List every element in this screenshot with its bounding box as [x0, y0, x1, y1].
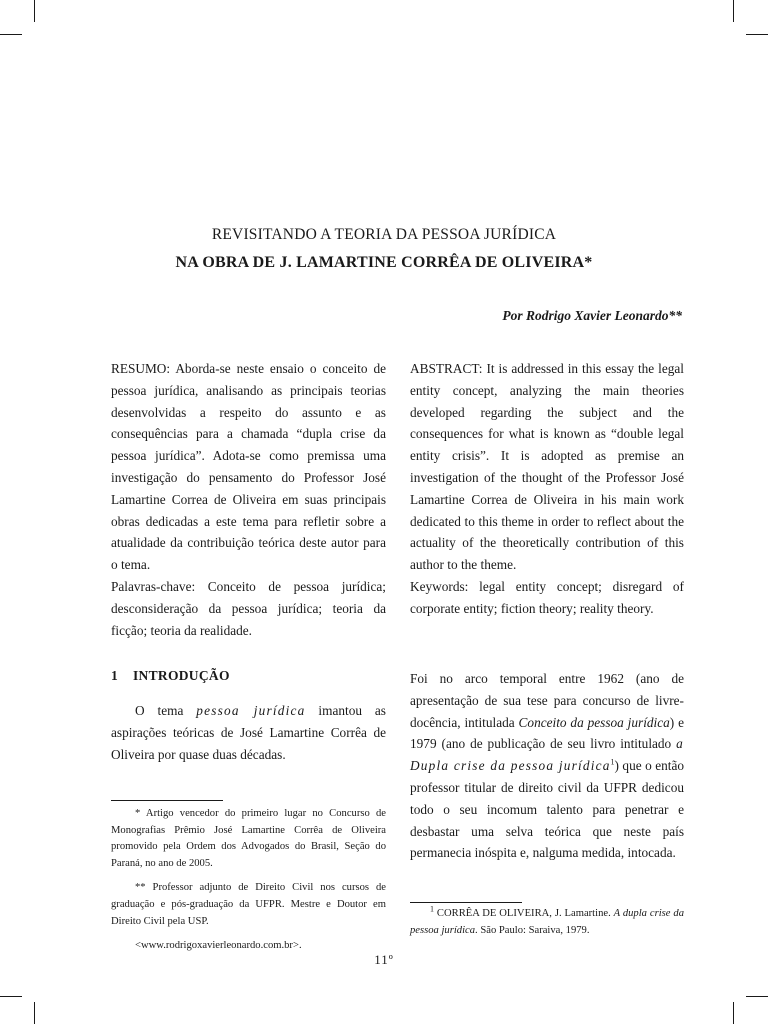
intro-paragraph-right: [410, 668, 684, 864]
footnote-publisher: . São Paulo: Saraiva, 1979.: [475, 924, 590, 936]
footnote-rule: [111, 800, 223, 801]
intro-text: O tema: [135, 703, 197, 718]
keywords-text: legal entity concept; disregard of corporate entity; fiction theory; reality theory.: [410, 578, 684, 616]
keywords-label: Keywords:: [410, 578, 469, 594]
book-title-1: Conceito da pessoa jurídica: [518, 714, 670, 730]
resumo-label: RESUMO:: [111, 361, 171, 376]
author-website-link[interactable]: <www.rodrigoxavierleonardo.com.br>.: [135, 940, 302, 952]
palavras-chave-text: Conceito de pessoa jurídica; desconsideração da pessoa jurídica; teoria da ficção; teoria da realidade.: [111, 578, 386, 638]
page-number: 11º: [374, 952, 394, 967]
paper-title-line-2: NA OBRA DE J. LAMARTINE CORRÊA DE OLIVEIRA*: [175, 254, 593, 271]
paper-title-line-1: REVISITANDO A TEORIA DA PESSOA JURÍDICA: [211, 226, 557, 243]
book-title-2: a Dupla crise da pessoa jurídica: [410, 736, 684, 774]
footnote-citation: CORRÊA DE OLIVEIRA, J. Lamartine.: [434, 908, 614, 919]
crop-mark: [0, 996, 22, 997]
crop-mark: [0, 34, 22, 35]
crop-mark: [34, 0, 35, 22]
abstract-text: It is addressed in this essay the legal entity concept, analyzing the main theories developed regarding the subject and the consequences for what is known as “double legal entity crisis”. It is adopted as premise an investigation of the thought of the Professor José Lamartine Correa de Oliveira in his main work dedicated to this theme in order to reflect about the actuality of the theoretically contribution of this author to the theme.: [410, 361, 684, 573]
footnote-author: ** Professor adjunto de Direito Civil nos cursos de graduação e pós-graduação da UFPR. Mestre e Doutor em Direito Civil pela USP.: [111, 882, 386, 927]
crop-mark: [34, 1002, 35, 1024]
crop-mark: [733, 0, 734, 22]
resumo-block: [111, 358, 386, 641]
body-text: Foi no arco temporal entre 1962 (ano de apresentação de sua tese para concurso de livre-docência, intitulada: [410, 671, 684, 730]
section-heading: [111, 668, 230, 684]
footnote-award: * Artigo vencedor do primeiro lugar no Concurso de Monografias Prêmio José Lamartine Corrêa de Oliveira promovido pela Ordem dos Advogados do Brasil, Seção do Paraná, no ano de 2005.: [111, 808, 386, 869]
intro-emphasis: pessoa jurídica: [196, 703, 306, 718]
crop-mark: [733, 1002, 734, 1024]
footnote-ref[interactable]: 1: [610, 757, 615, 767]
author-byline: Por Rodrigo Xavier Leonardo**: [502, 308, 682, 323]
abstract-block: [410, 358, 684, 620]
palavras-chave-label: Palavras-chave:: [111, 578, 196, 594]
intro-text: imantou as aspirações teóricas de José Lamartine Corrêa de Oliveira por quase duas décadas.: [111, 703, 386, 762]
crop-mark: [746, 996, 768, 997]
resumo-text: Aborda-se neste ensaio o conceito de pessoa jurídica, analisando as principais teorias desenvolvidas a respeito do assunto e as consequências para a chamada “dupla crise da pessoa jurídica”. Adota-se como premissa uma investigação do pensamento do Professor José Lamartine Correa de Oliveira em suas principais obras dedicadas a este tema para refletir sobre a atualidade da contribuição teórica deste autor para o tema.: [111, 361, 386, 573]
crop-mark: [746, 34, 768, 35]
footnote-rule: [410, 902, 522, 903]
footnotes-left: [111, 806, 386, 955]
section-number: 1: [111, 668, 119, 683]
body-text: ) que o então professor titular de direito civil da UFPR dedicou todo o seu incomum talento para penetrar e desbastar uma selva teórica que neste país permanecia inóspita e, nalguma medida, intocada.: [410, 758, 685, 861]
section-title: INTRODUÇÃO: [133, 668, 230, 683]
footnote-book-title: A dupla crise da pessoa jurídica: [410, 908, 684, 936]
abstract-label: ABSTRACT:: [410, 361, 483, 376]
body-text: ) e 1979 (ano de publicação de seu livro intitulado: [410, 714, 684, 752]
footnote-number: 1: [430, 904, 434, 914]
footnote-right: [410, 906, 684, 939]
intro-paragraph-left: [111, 700, 386, 765]
